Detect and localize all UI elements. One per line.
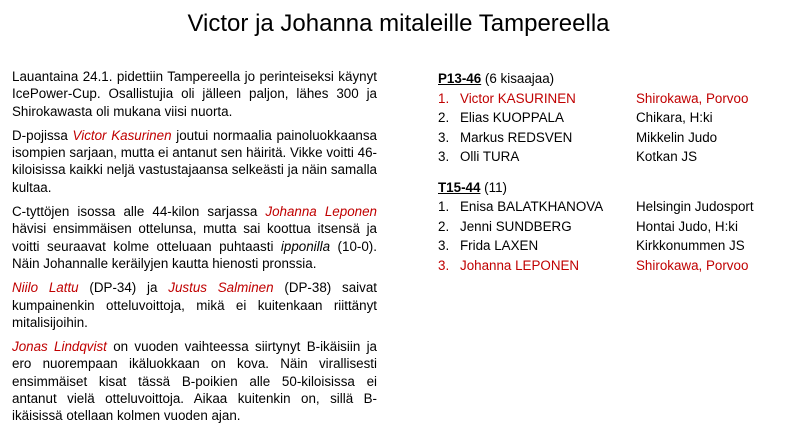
athlete: Elias KUOPPALA bbox=[460, 110, 564, 125]
text: (DP-38) saivat kumpainenkin otteluvoittoja, mikä ei kuitenkaan riittänyt mitalisijoihin. bbox=[12, 280, 377, 330]
participant-count: (11) bbox=[480, 179, 507, 195]
club: Shirokawa, Porvoo bbox=[636, 90, 749, 106]
term: ipponilla bbox=[280, 238, 331, 254]
text: on vuoden vaihteessa siirtynyt B-ikäisiin ja ero nuorempaan ikäluokkaan on kova. Näin virallisesti ensimmäiset kisat tässä B-poikien alle 50-kiloisissa ei antanut vielä otteluvoittoja. Aikaa kuitenkin on, sillä B-ikäisissä otellaan kolmen vuoden ajan. bbox=[12, 339, 378, 424]
text: (DP-34) ja bbox=[78, 280, 169, 296]
placing: 3. bbox=[438, 257, 450, 273]
placing: 1. bbox=[438, 90, 450, 106]
results-group bbox=[438, 69, 778, 167]
athlete: Enisa BALATKHANOVA bbox=[460, 199, 604, 214]
text: C-tyttöjen isossa alle 44-kilon sarjassa bbox=[12, 204, 266, 220]
result-row bbox=[438, 89, 778, 109]
result-row bbox=[438, 217, 778, 237]
article-text bbox=[12, 68, 377, 432]
club: Hontai Judo, H:ki bbox=[636, 218, 738, 234]
result-row bbox=[438, 147, 778, 167]
results-panel bbox=[438, 69, 778, 286]
group-heading bbox=[438, 178, 778, 198]
participant-count: (6 kisaajaa) bbox=[481, 71, 555, 86]
paragraph-johanna bbox=[12, 203, 377, 272]
placing: 3. bbox=[438, 129, 450, 145]
paragraph-intro: Lauantaina 24.1. pidettiin Tampereella jo perinteiseksi käynyt IcePower-Cup. Osallistujia oli jälleen paljon, lähes 300 ja Shirokawasta oli mukana viisi nuorta. bbox=[12, 69, 377, 119]
result-row bbox=[438, 128, 778, 148]
paragraph-jonas bbox=[12, 338, 377, 424]
athlete-name: Jonas Lindqvist bbox=[12, 339, 107, 355]
club: Shirokawa, Porvoo bbox=[636, 257, 749, 273]
paragraph-victor bbox=[12, 127, 377, 196]
athlete: Jenni SUNDBERG bbox=[460, 218, 572, 234]
category-label: T15-44 bbox=[438, 179, 481, 195]
result-row bbox=[438, 197, 778, 217]
athlete-name: Justus Salminen bbox=[168, 280, 274, 296]
club: Kotkan JS bbox=[636, 149, 698, 164]
placing: 2. bbox=[438, 218, 450, 234]
text: joutui normaalia painoluokkaansa isompien sarjaan, mutta ei antanut sen häiritä. Vikke voitti 46-kiloisissa kaikki neljä vastustajaansa selkeästi ja näin samalla kultaa. bbox=[12, 127, 377, 195]
athlete: Victor KASURINEN bbox=[460, 90, 576, 106]
text: hävisi ensimmäisen ottelunsa, mutta sai koottua itsensä ja voitti seuraavat kolme otteluaan puhtaasti bbox=[12, 221, 377, 254]
athlete: Olli TURA bbox=[460, 149, 520, 164]
category-label: P13-46 bbox=[438, 71, 482, 86]
athlete: Markus REDSVEN bbox=[460, 129, 573, 145]
placing: 1. bbox=[438, 199, 450, 214]
athlete: Johanna LEPONEN bbox=[460, 257, 580, 273]
placing: 3. bbox=[438, 149, 450, 164]
text: (10-0). Näin Johannalle keräilyjen kautta hienosti pronssia. bbox=[12, 238, 377, 271]
athlete: Frida LAXEN bbox=[460, 238, 539, 253]
placing: 3. bbox=[438, 238, 450, 253]
page-title: Victor ja Johanna mitaleille Tampereella bbox=[187, 10, 610, 37]
club: Kirkkonummen JS bbox=[636, 238, 745, 253]
club: Chikara, H:ki bbox=[636, 110, 713, 125]
text: D-pojissa bbox=[12, 127, 73, 143]
club: Mikkelin Judo bbox=[636, 129, 718, 145]
athlete-name: Victor Kasurinen bbox=[72, 127, 172, 143]
paragraph-niilo-justus bbox=[12, 279, 377, 331]
athlete-name: Niilo Lattu bbox=[12, 280, 79, 296]
group-heading bbox=[438, 69, 778, 89]
athlete-name: Johanna Leponen bbox=[265, 204, 377, 220]
club: Helsingin Judosport bbox=[636, 199, 754, 214]
result-row bbox=[438, 236, 778, 256]
results-group bbox=[438, 178, 778, 276]
result-row bbox=[438, 108, 778, 128]
placing: 2. bbox=[438, 110, 450, 125]
result-row bbox=[438, 256, 778, 276]
